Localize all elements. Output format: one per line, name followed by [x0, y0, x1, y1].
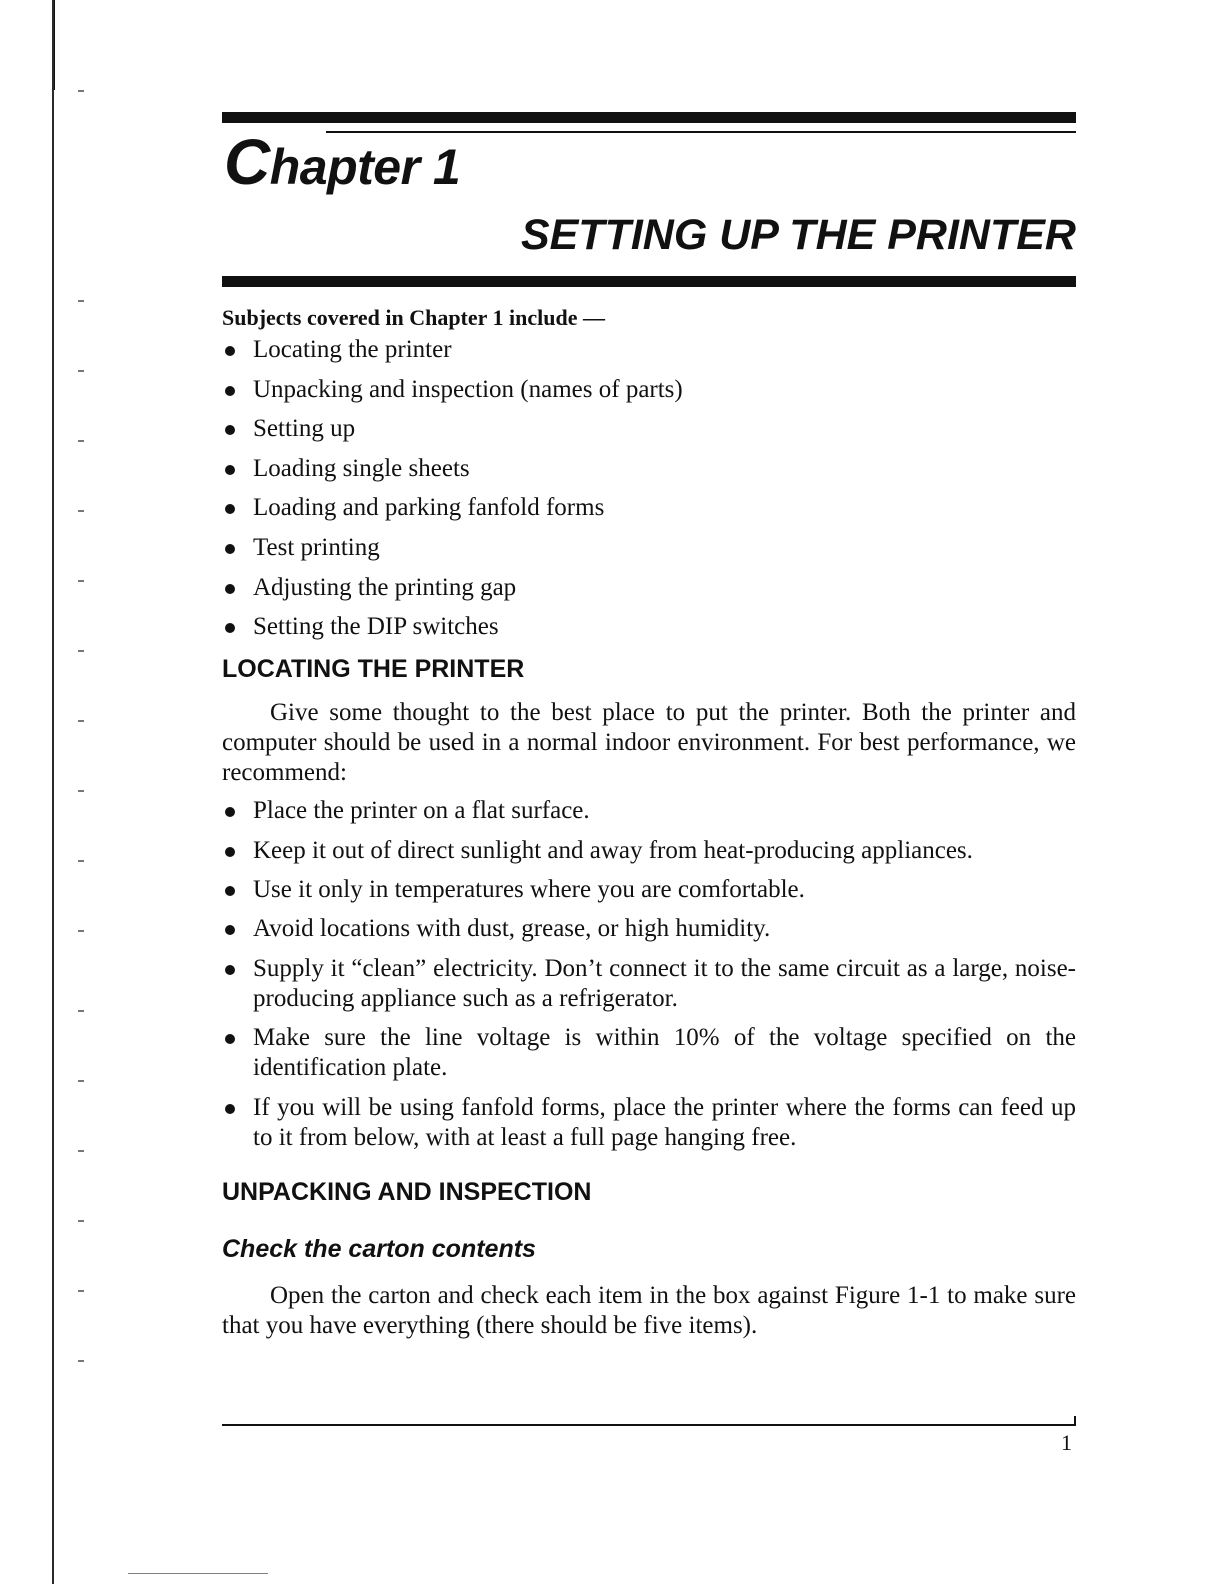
list-item: Keep it out of direct sunlight and away from heat-producing appliances.	[222, 836, 1076, 866]
bullet-icon	[225, 346, 235, 356]
bullet-icon	[225, 925, 235, 935]
list-item: Adjusting the printing gap	[222, 573, 1076, 603]
bullet-icon	[225, 425, 235, 435]
list-item: Locating the printer	[222, 335, 1076, 365]
page-number: 1	[1061, 1430, 1072, 1455]
list-item: Avoid locations with dust, grease, or high humidity.	[222, 914, 1076, 944]
bullet-icon	[225, 1034, 235, 1044]
footer-rule	[222, 1424, 1076, 1426]
list-item: Place the printer on a flat surface.	[222, 796, 1076, 826]
bullet-icon	[225, 623, 235, 633]
chapter-title-rest: hapter 1	[269, 139, 461, 195]
section-heading-locating: LOCATING THE PRINTER	[222, 655, 525, 684]
list-item: Unpacking and inspection (names of parts)	[222, 375, 1076, 405]
heading-rule-bottom	[222, 276, 1076, 287]
scan-artifacts	[78, 50, 98, 1450]
scan-underline-artifact	[128, 1573, 268, 1574]
bullet-icon	[225, 1104, 235, 1114]
locating-intro: Give some thought to the best place to put the printer. Both the printer and computer should be used in a normal indoor environment. For best performance, we recommend:	[222, 699, 1076, 787]
section-heading-unpacking: UNPACKING AND INSPECTION	[222, 1177, 592, 1206]
footer-rule-tick	[1074, 1416, 1076, 1426]
chapter-content	[222, 301, 1076, 1341]
chapter-title	[224, 124, 460, 201]
list-item: Setting the DIP switches	[222, 612, 1076, 642]
bullet-icon	[225, 504, 235, 514]
chapter-title-initial: C	[224, 126, 270, 198]
bullet-icon	[225, 965, 235, 975]
bullet-icon	[225, 465, 235, 475]
list-item: If you will be using fanfold forms, place the printer where the forms can feed up to it from below, with at least a full page hanging free.	[222, 1093, 1076, 1153]
list-item: Supply it “clean” electricity. Don’t connect it to the same circuit as a large, noise-producing appliance such as a refrigerator.	[222, 954, 1076, 1014]
list-item: Test printing	[222, 533, 1076, 563]
heading-rule-top	[222, 112, 1076, 123]
bullet-icon	[225, 847, 235, 857]
list-item: Setting up	[222, 414, 1076, 444]
list-item: Loading and parking fanfold forms	[222, 493, 1076, 523]
bullet-icon	[225, 886, 235, 896]
list-item: Loading single sheets	[222, 454, 1076, 484]
scan-binding-edge	[52, 0, 54, 1584]
bullet-icon	[225, 544, 235, 554]
subheading-carton-contents: Check the carton contents	[222, 1234, 536, 1263]
bullet-icon	[225, 807, 235, 817]
subjects-list	[222, 335, 1076, 642]
chapter-subtitle: SETTING UP THE PRINTER	[520, 211, 1076, 259]
bullet-icon	[225, 386, 235, 396]
subjects-heading: Subjects covered in Chapter 1 include —	[222, 305, 605, 330]
recommendations-list	[222, 796, 1076, 1152]
list-item: Use it only in temperatures where you are comfortable.	[222, 875, 1076, 905]
bullet-icon	[225, 584, 235, 594]
unpacking-body: Open the carton and check each item in the box against Figure 1-1 to make sure that you have everything (there should be five items).	[222, 1281, 1076, 1339]
list-item: Make sure the line voltage is within 10% of the voltage specified on the identification plate.	[222, 1023, 1076, 1083]
